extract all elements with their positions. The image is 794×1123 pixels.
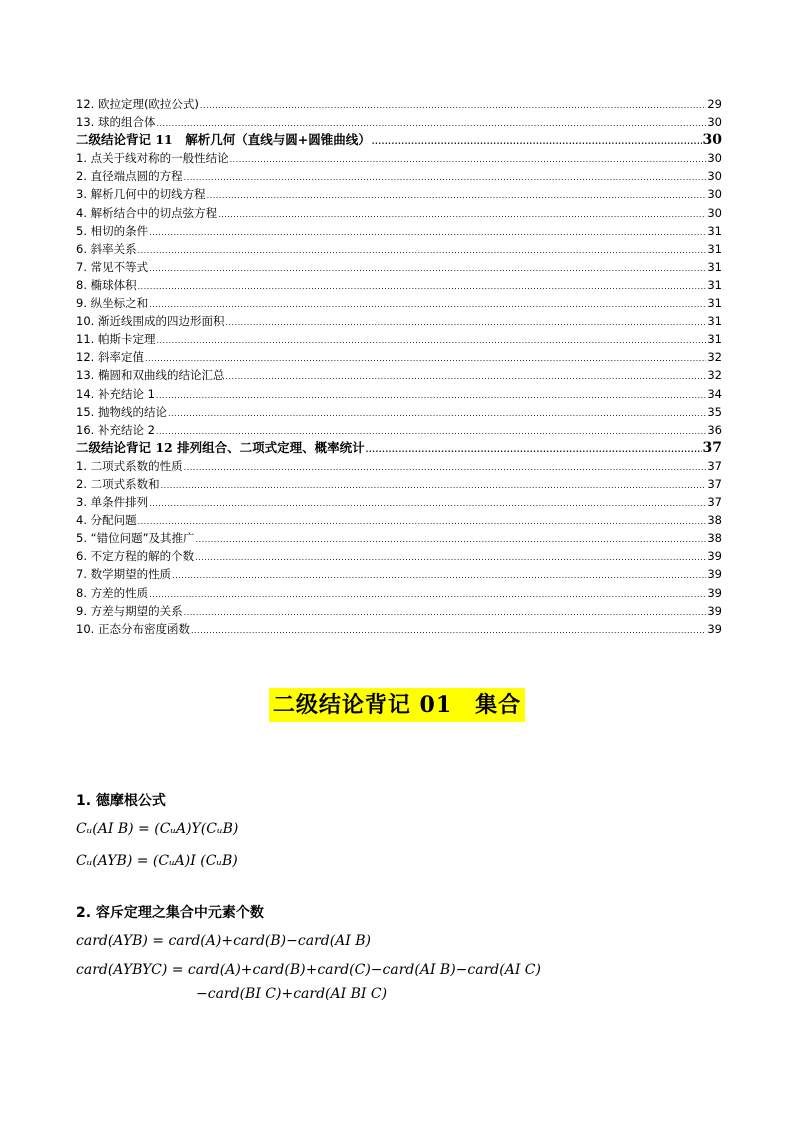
formula-de-morgan-1: Cᵤ(AI B) = (CᵤA)Y(CᵤB): [76, 821, 239, 837]
toc-page-number: 30: [707, 151, 722, 166]
toc-entry-title: 5. 相切的条件: [76, 223, 149, 238]
toc-leader-dots: [161, 477, 707, 495]
toc-entry[interactable]: [76, 294, 722, 312]
toc-page-number: 37: [707, 476, 722, 491]
toc-page-number: 37: [707, 458, 722, 473]
toc-chapter-entry[interactable]: [76, 131, 722, 149]
toc-leader-dots: [138, 513, 707, 531]
toc-entry[interactable]: [76, 167, 722, 185]
toc-entry[interactable]: [76, 602, 722, 620]
toc-entry[interactable]: [76, 276, 722, 294]
toc-leader-dots: [191, 622, 706, 640]
toc-entry-title: 1. 二项式系数的性质: [76, 458, 183, 473]
toc-entry-title: 9. 纵坐标之和: [76, 296, 149, 311]
toc-page-number: 32: [707, 368, 722, 383]
toc-entry-title: 7. 数学期望的性质: [76, 567, 172, 582]
toc-entry-title: 9. 方差与期望的关系: [76, 603, 183, 618]
toc-page-number: 39: [707, 621, 722, 636]
toc-leader-dots: [138, 242, 707, 260]
toc-leader-dots: [184, 169, 707, 187]
toc-leader-dots: [195, 549, 706, 567]
toc-entry[interactable]: [76, 149, 722, 167]
toc-page-number: 30: [702, 132, 722, 149]
toc-entry[interactable]: [76, 95, 722, 113]
toc-leader-dots: [149, 495, 706, 513]
toc-entry[interactable]: [76, 240, 722, 258]
toc-leader-dots: [184, 459, 707, 477]
toc-entry-title: 12. 斜率定值: [76, 350, 144, 365]
toc-entry-title: 12. 欧拉定理(欧拉公式): [76, 97, 199, 111]
toc-entry-title: 6. 斜率关系: [76, 241, 137, 256]
toc-page-number: 31: [707, 332, 722, 347]
toc-entry[interactable]: [76, 620, 722, 638]
toc-leader-dots: [200, 97, 706, 115]
toc-leader-dots: [172, 567, 706, 585]
toc-leader-dots: [138, 278, 707, 296]
toc-entry[interactable]: [76, 185, 722, 203]
toc-leader-dots: [149, 260, 706, 278]
toc-leader-dots: [156, 332, 706, 350]
toc-entry[interactable]: [76, 547, 722, 565]
toc-page-number: 30: [707, 115, 722, 130]
toc-page-number: 39: [707, 603, 722, 618]
toc-page-number: 31: [707, 223, 722, 238]
toc-page-number: 37: [702, 439, 722, 456]
toc-page-number: 32: [707, 350, 722, 365]
toc-entry[interactable]: [76, 511, 722, 529]
toc-entry[interactable]: [76, 312, 722, 330]
table-of-contents: [76, 95, 722, 638]
toc-entry[interactable]: [76, 565, 722, 583]
toc-entry-title: 10. 渐近线围成的四边形面积: [76, 314, 225, 329]
toc-entry-title: 7. 常见不等式: [76, 259, 149, 274]
formula-inclusion-exclusion-2: card(AYBYC) = card(A)+card(B)+card(C)−card(AI B)−card(AI C): [76, 962, 541, 978]
toc-leader-dots: [225, 368, 706, 386]
toc-entry[interactable]: [76, 475, 722, 493]
toc-leader-dots: [366, 440, 702, 458]
toc-page-number: 31: [707, 296, 722, 311]
toc-entry[interactable]: [76, 348, 722, 366]
toc-entry-title: 2. 二项式系数和: [76, 476, 160, 491]
toc-page-number: 29: [707, 97, 722, 111]
toc-entry-title: 14. 补充结论 1: [76, 386, 155, 401]
toc-page-number: 30: [707, 205, 722, 220]
toc-leader-dots: [225, 314, 706, 332]
toc-leader-dots: [207, 187, 707, 205]
toc-entry-title: 8. 方差的性质: [76, 585, 149, 600]
toc-entry[interactable]: [76, 113, 722, 131]
toc-leader-dots: [218, 206, 706, 224]
toc-entry[interactable]: [76, 385, 722, 403]
toc-entry-title: 16. 补充结论 2: [76, 422, 155, 437]
toc-entry[interactable]: [76, 222, 722, 240]
toc-entry[interactable]: [76, 457, 722, 475]
toc-leader-dots: [149, 586, 706, 604]
toc-page-number: 38: [707, 513, 722, 528]
toc-entry-title: 二级结论背记 12 排列组合、二项式定理、概率统计: [76, 439, 365, 455]
toc-entry-title: 10. 正态分布密度函数: [76, 621, 190, 636]
toc-entry-title: 4. 分配问题: [76, 513, 137, 528]
toc-page-number: 34: [707, 386, 722, 401]
toc-leader-dots: [184, 604, 707, 622]
toc-page-number: 31: [707, 314, 722, 329]
toc-page-number: 30: [707, 187, 722, 202]
chapter-title: [0, 688, 794, 722]
toc-entry-title: 2. 直径端点圆的方程: [76, 169, 183, 184]
toc-page-number: 30: [707, 169, 722, 184]
toc-entry-title: 1. 点关于线对称的一般性结论: [76, 151, 229, 166]
toc-leader-dots: [149, 224, 706, 242]
toc-entry[interactable]: [76, 258, 722, 276]
toc-entry-title: 3. 解析几何中的切线方程: [76, 187, 206, 202]
toc-entry[interactable]: [76, 204, 722, 222]
toc-leader-dots: [156, 387, 706, 405]
toc-page-number: 35: [707, 404, 722, 419]
toc-page-number: 39: [707, 585, 722, 600]
toc-entry[interactable]: [76, 493, 722, 511]
toc-leader-dots: [168, 405, 706, 423]
toc-entry[interactable]: [76, 421, 722, 439]
toc-leader-dots: [196, 531, 707, 549]
toc-entry-title: 5. “错位问题”及其推广: [76, 531, 195, 546]
formula-inclusion-exclusion-1: card(AYB) = card(A)+card(B)−card(AI B): [76, 933, 372, 949]
toc-entry-title: 二级结论背记 11 解析几何（直线与圆+圆锥曲线）: [76, 132, 371, 148]
toc-page-number: 31: [707, 259, 722, 274]
toc-page-number: 39: [707, 549, 722, 564]
toc-page-number: 39: [707, 567, 722, 582]
toc-leader-dots: [149, 296, 706, 314]
toc-entry-title: 6. 不定方程的解的个数: [76, 549, 195, 564]
toc-page-number: 37: [707, 495, 722, 510]
toc-entry-title: 15. 抛物线的结论: [76, 404, 167, 419]
toc-entry[interactable]: [76, 366, 722, 384]
toc-leader-dots: [372, 132, 702, 150]
section-title-inclusion-exclusion: 2. 容斥定理之集合中元素个数: [76, 905, 264, 921]
toc-page-number: 36: [707, 422, 722, 437]
toc-entry-title: 11. 帕斯卡定理: [76, 332, 156, 347]
toc-entry-title: 3. 单条件排列: [76, 495, 149, 510]
toc-entry[interactable]: [76, 584, 722, 602]
toc-entry-title: 13. 球的组合体: [76, 115, 156, 130]
toc-entry[interactable]: [76, 529, 722, 547]
toc-entry-title: 13. 椭圆和双曲线的结论汇总: [76, 368, 225, 383]
toc-leader-dots: [230, 151, 707, 169]
toc-page-number: 31: [707, 241, 722, 256]
toc-page-number: 38: [707, 531, 722, 546]
section-title-de-morgan: 1. 德摩根公式: [76, 793, 166, 809]
toc-entry[interactable]: [76, 330, 722, 348]
toc-entry[interactable]: [76, 403, 722, 421]
toc-page-number: 31: [707, 277, 722, 292]
formula-inclusion-exclusion-3: −card(BI C)+card(AI BI C): [196, 986, 388, 1002]
formula-de-morgan-2: Cᵤ(AYB) = (CᵤA)I (CᵤB): [76, 853, 238, 869]
toc-leader-dots: [145, 350, 706, 368]
toc-chapter-entry[interactable]: [76, 439, 722, 457]
toc-entry-title: 8. 椭球体积: [76, 277, 137, 292]
toc-entry-title: 4. 解析结合中的切点弦方程: [76, 205, 218, 220]
chapter-title-text: 二级结论背记 01 集合: [269, 688, 525, 722]
